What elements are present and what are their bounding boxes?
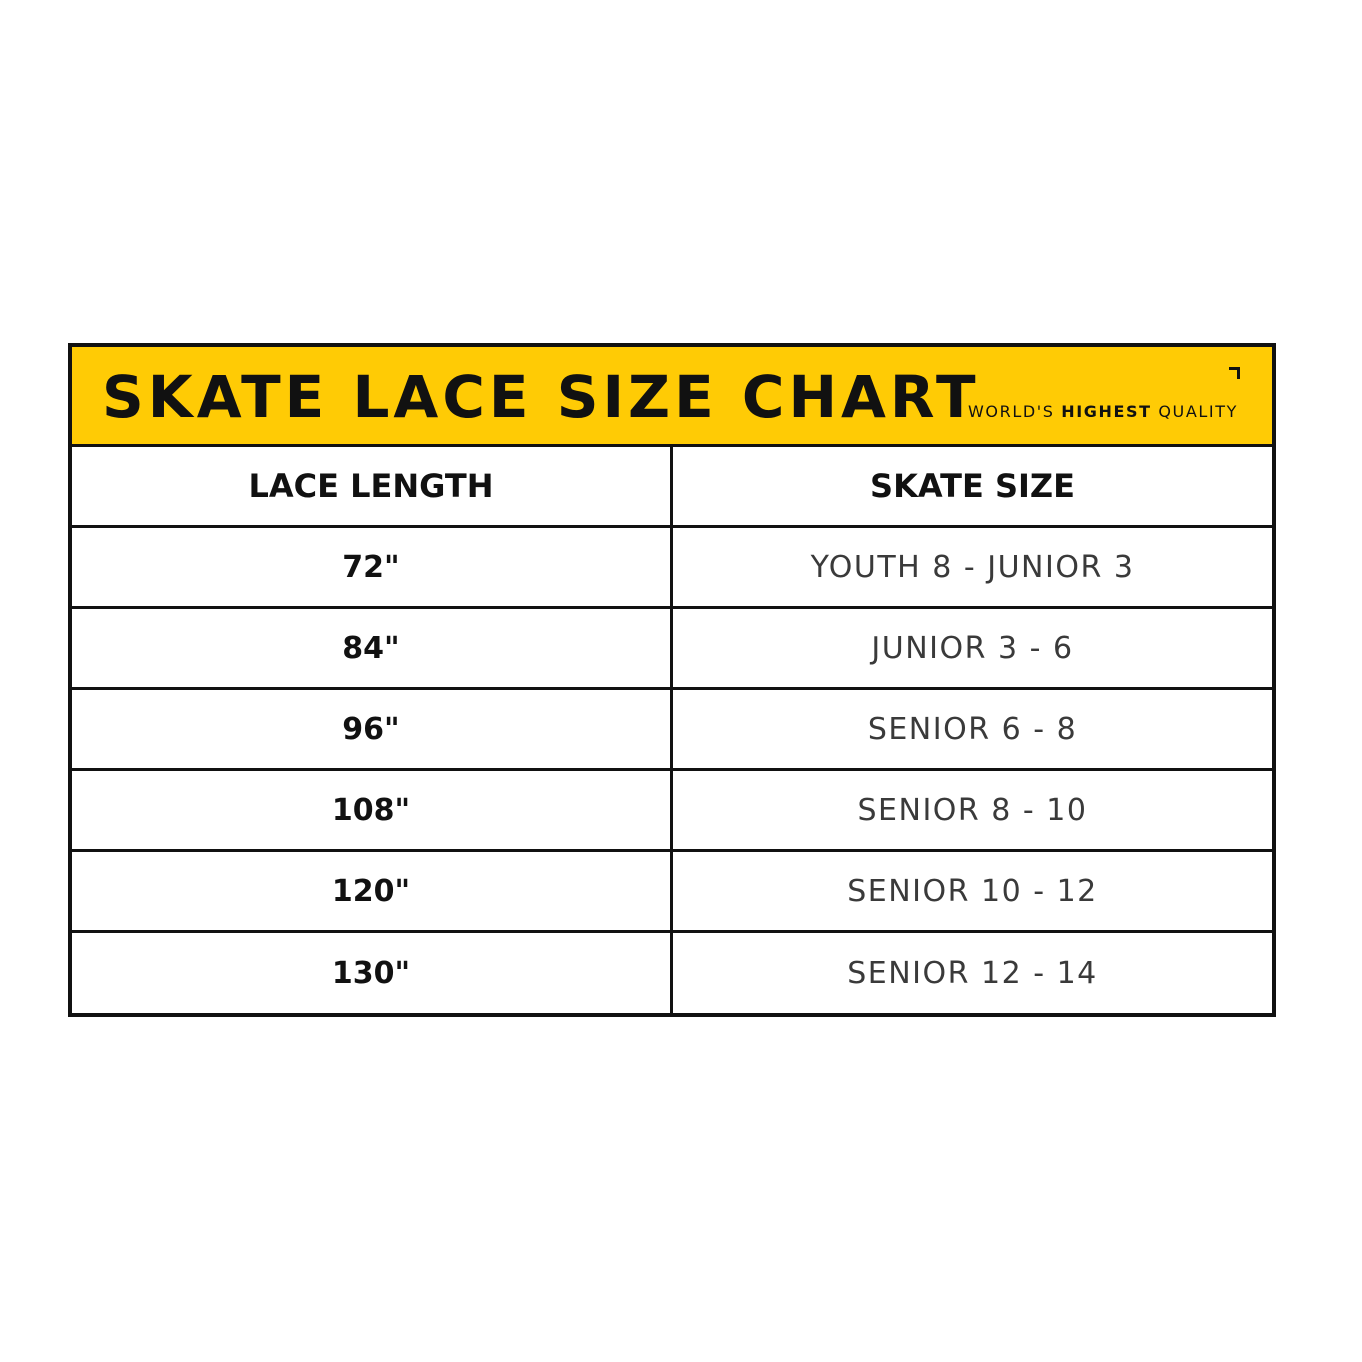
skate-size-cell: SENIOR 10 - 12 bbox=[847, 873, 1098, 909]
lace-length-cell: 96" bbox=[72, 690, 673, 768]
tagline-prefix: WORLD'S bbox=[968, 402, 1062, 421]
table-header-row bbox=[72, 447, 1272, 528]
skate-size-cell: SENIOR 8 - 10 bbox=[857, 792, 1088, 828]
table-row bbox=[72, 852, 1272, 933]
skate-size-cell: JUNIOR 3 - 6 bbox=[871, 630, 1074, 666]
skate-size-cell: YOUTH 8 - JUNIOR 3 bbox=[810, 549, 1135, 585]
table-row bbox=[72, 690, 1272, 771]
skate-size-cell: SENIOR 12 - 14 bbox=[847, 955, 1098, 991]
lace-length-cell: 84" bbox=[72, 609, 673, 687]
skate-size-cell: SENIOR 6 - 8 bbox=[867, 711, 1078, 747]
tagline-strong: HIGHEST bbox=[1061, 402, 1152, 421]
brand-tagline bbox=[968, 401, 1238, 423]
lace-length-cell: 120" bbox=[72, 852, 673, 930]
table-row bbox=[72, 609, 1272, 690]
table-row bbox=[72, 933, 1272, 1013]
size-table bbox=[72, 447, 1272, 1013]
chart-banner bbox=[72, 347, 1272, 447]
header-skate-size: SKATE SIZE bbox=[870, 467, 1075, 505]
lace-length-cell: 108" bbox=[72, 771, 673, 849]
table-row bbox=[72, 528, 1272, 609]
chart-title: SKATE LACE SIZE CHART bbox=[102, 363, 980, 431]
lace-length-cell: 72" bbox=[72, 528, 673, 606]
lace-length-cell: 130" bbox=[72, 933, 673, 1013]
table-row bbox=[72, 771, 1272, 852]
size-chart bbox=[68, 343, 1276, 1017]
header-lace-length: LACE LENGTH bbox=[72, 447, 673, 525]
corner-bracket-icon bbox=[1229, 367, 1240, 379]
tagline-suffix: QUALITY bbox=[1151, 402, 1238, 421]
